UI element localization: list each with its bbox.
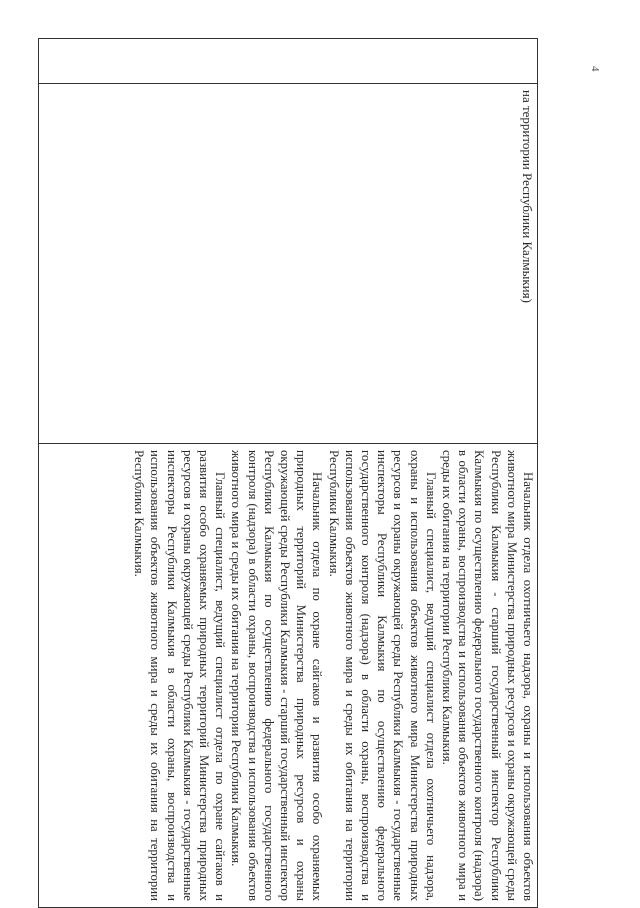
position-paragraph-4: Главный специалист, ведущий специалист отдела по охране сайгаков и развития особо охраняемых природных территорий Министерства природных ресурсов и охраны окружающей среды Республики Калмыкия - государственные инспекторы Республики Калмыкия в области охраны, воспроизводства и использования объектов животного мира и среды их обитания на территории Республики Калмыкия.: [132, 450, 228, 901]
position-paragraph-3: Начальник отдела по охране сайгаков и развития особо охраняемых природных территорий Министерства природных ресурсов и охраны окружающей среды Республики Калмыкия - старший государственный инспектор Республики Калмыкия по осуществлению федерального государственного контроля (надзора) в области охраны, воспроизводства и использования объектов животного мира и среды их обитания на территории Республики Калмыкия.: [229, 450, 325, 901]
rotated-table-region: [38, 38, 538, 908]
territory-cell-text: на территории Республики Калмыкия): [520, 90, 535, 303]
page-number: 4: [589, 66, 601, 72]
table-column-positions: [39, 444, 537, 907]
table-column-empty: [39, 39, 537, 84]
position-paragraph-1: Начальник отдела охотничьего надзора, охраны и использования объектов животного мира Министерства природных ресурсов и охраны окружающей среды Республики Калмыкия - старший государственный инспектор Республики Калмыкия по осуществлению федерального государственного контроля (надзора) в области охраны, воспроизводства и использования объектов животного мира и среды их обитания на территории Республики Калмыкия.: [439, 450, 535, 901]
document-table: [38, 38, 538, 908]
position-paragraph-2: Главный специалист, ведущий специалист отдела охотничьего надзора, охраны и использования объектов животного мира Министерства природных ресурсов и охраны окружающей среды Республики Калмыкия - государственные инспекторы Республики Калмыкия по осуществлению федерального государственного контроля (надзора) в области охраны, воспроизводства и использования объектов животного мира и среды их обитания на территории Республики Калмыкия.: [326, 450, 438, 901]
table-column-territory: [39, 84, 537, 444]
